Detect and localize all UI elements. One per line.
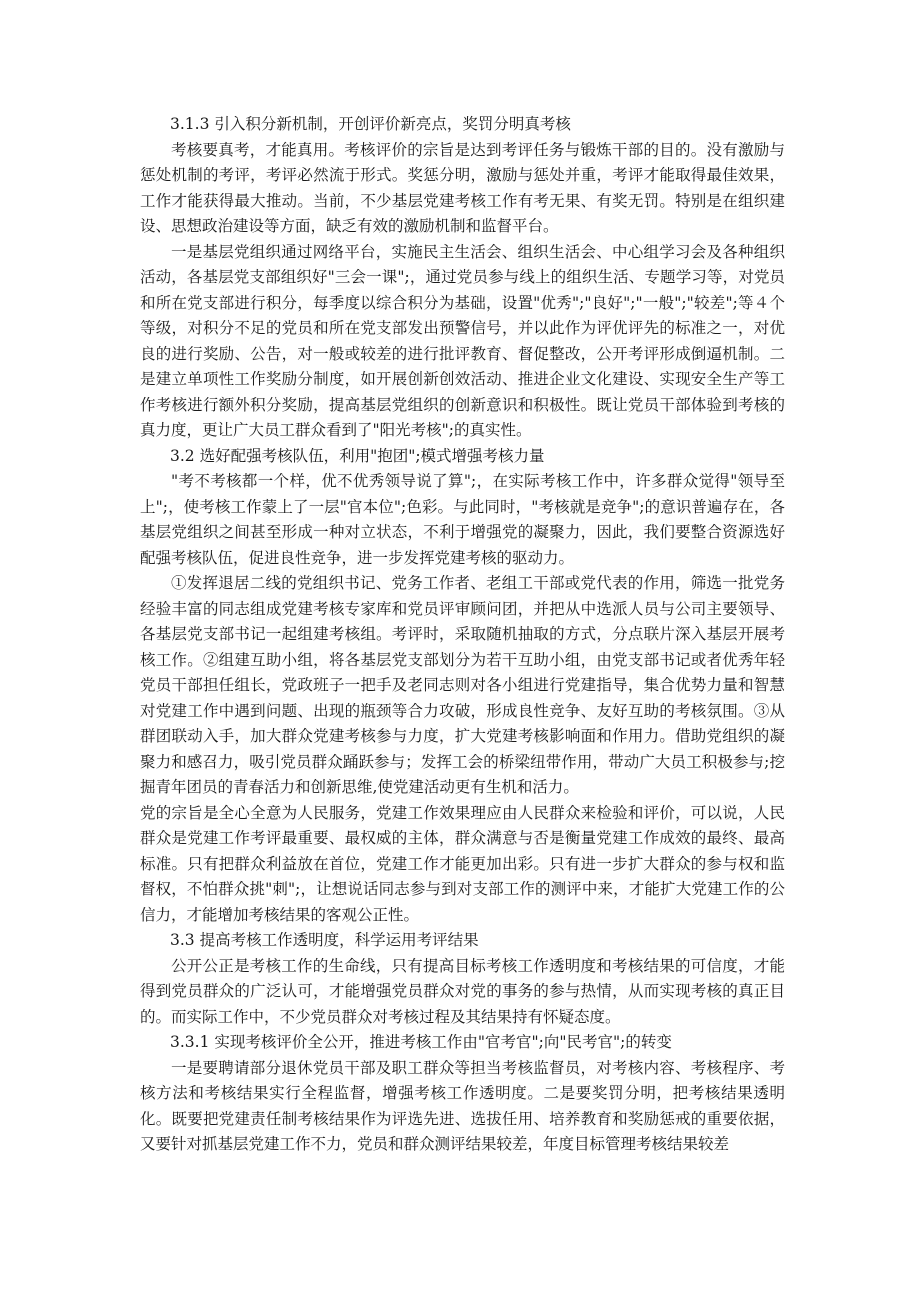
- document-body: [140, 112, 785, 1158]
- paragraph: 考核要真考，才能真用。考核评价的宗旨是达到考评任务与锻炼干部的目的。没有激励与惩处机制的考评，考评必然流于形式。奖惩分明，激励与惩处并重，考评才能取得最佳效果，工作才能获得最大推动。当前，不少基层党建考核工作有考无果、有奖无罚。特别是在组织建设、思想政治建设等方面，缺乏有效的激励机制和监督平台。: [140, 140, 785, 235]
- section-heading-3-3-1: 3.3.1 实现考核评价全公开，推进考核工作由"官考官";向"民考官";的转变: [170, 1033, 672, 1051]
- paragraph: 党的宗旨是全心全意为人民服务，党建工作效果理应由人民群众来检验和评价，可以说，人民群众是党建工作考评最重要、最权威的主体，群众满意与否是衡量党建工作成效的最终、最高标准。只有把群众利益放在首位，党建工作才能更加出彩。只有进一步扩大群众的参与权和监督权，不怕群众挑"刺";，让想说话同志参与到对支部工作的测评中来，才能扩大党建工作的公信力，才能增加考核结果的客观公正性。: [140, 803, 785, 924]
- paragraph: "考不考核都一个样，优不优秀领导说了算";，在实际考核工作中，许多群众觉得"领导至上";，使考核工作蒙上了一层"官本位";色彩。与此同时，"考核就是竞争";的意识普遍存在，各基层党组织之间甚至形成一种对立状态，不利于增强党的凝聚力，因此，我们要整合资源选好配强考核队伍，促进良性竞争，进一步发挥党建考核的驱动力。: [140, 472, 785, 567]
- section-heading-3-1-3: 3.1.3 引入积分新机制，开创评价新亮点，奖罚分明真考核: [170, 115, 571, 133]
- section-heading-3-2: 3.2 选好配强考核队伍，利用"抱团";模式增强考核力量: [170, 446, 545, 465]
- paragraph: 公开公正是考核工作的生命线，只有提高目标考核工作透明度和考核结果的可信度，才能得到党员群众的广泛认可，才能增强党员群众对党的事务的参与热情，从而实现考核的真正目的。而实际工作中，不少党员群众对考核过程及其结果持有怀疑态度。: [140, 956, 785, 1026]
- section-heading-3-3: 3.3 提高考核工作透明度，科学运用考评结果: [170, 931, 479, 949]
- paragraph: 一是基层党组织通过网络平台，实施民主生活会、组织生活会、中心组学习会及各种组织活动，各基层党支部组织好"三会一课";，通过党员参与线上的组织生活、专题学习等，对党员和所在党支部进行积分，每季度以综合积分为基础，设置"优秀";"良好";"一般";"较差";等４个等级，对积分不足的党员和所在党支部发出预警信号，并以此作为评优评先的标准之一，对优良的进行奖励、公告，对一般或较差的进行批评教育、督促整改，公开考评形成倒逼机制。二是建立单项性工作奖励分制度，如开展创新创效活动、推进企业文化建设、实现安全生产等工作考核进行额外积分奖励，提高基层党组织的创新意识和积极性。既让党员干部体验到考核的真力度，更让广大员工群众看到了"阳光考核";的真实性。: [140, 242, 785, 439]
- paragraph: ①发挥退居二线的党组织书记、党务工作者、老组工干部或党代表的作用，筛选一批党务经验丰富的同志组成党建考核专家库和党员评审顾问团，并把从中选派人员与公司主要领导、各基层党支部书记一起组建考核组。考评时，采取随机抽取的方式，分点联片深入基层开展考核工作。②组建互助小组，将各基层党支部划分为若干互助小组，由党支部书记或者优秀年轻党员干部担任组长，党政班子一把手及老同志则对各小组进行党建指导，集合优势力量和智慧对党建工作中遇到问题、出现的瓶颈等合力攻破，形成良性竞争、友好互助的考核氛围。③从群团联动入手，加大群众党建考核参与力度，扩大党建考核影响面和作用力。借助党组织的凝聚力和感召力，吸引党员群众踊跃参与；发挥工会的桥梁纽带作用，带动广大员工积极参与;挖掘青年团员的青春活力和创新思维,使党建活动更有生机和活力。: [140, 574, 785, 796]
- paragraph: 一是要聘请部分退休党员干部及职工群众等担当考核监督员，对考核内容、考核程序、考核方法和考核结果实行全程监督，增强考核工作透明度。二是要奖罚分明，把考核结果透明化。既要把党建责任制考核结果作为评选先进、选拔任用、培养教育和奖励惩戒的重要依据，又要针对抓基层党建工作不力，党员和群众测评结果较差，年度目标管理考核结果较差: [140, 1058, 785, 1153]
